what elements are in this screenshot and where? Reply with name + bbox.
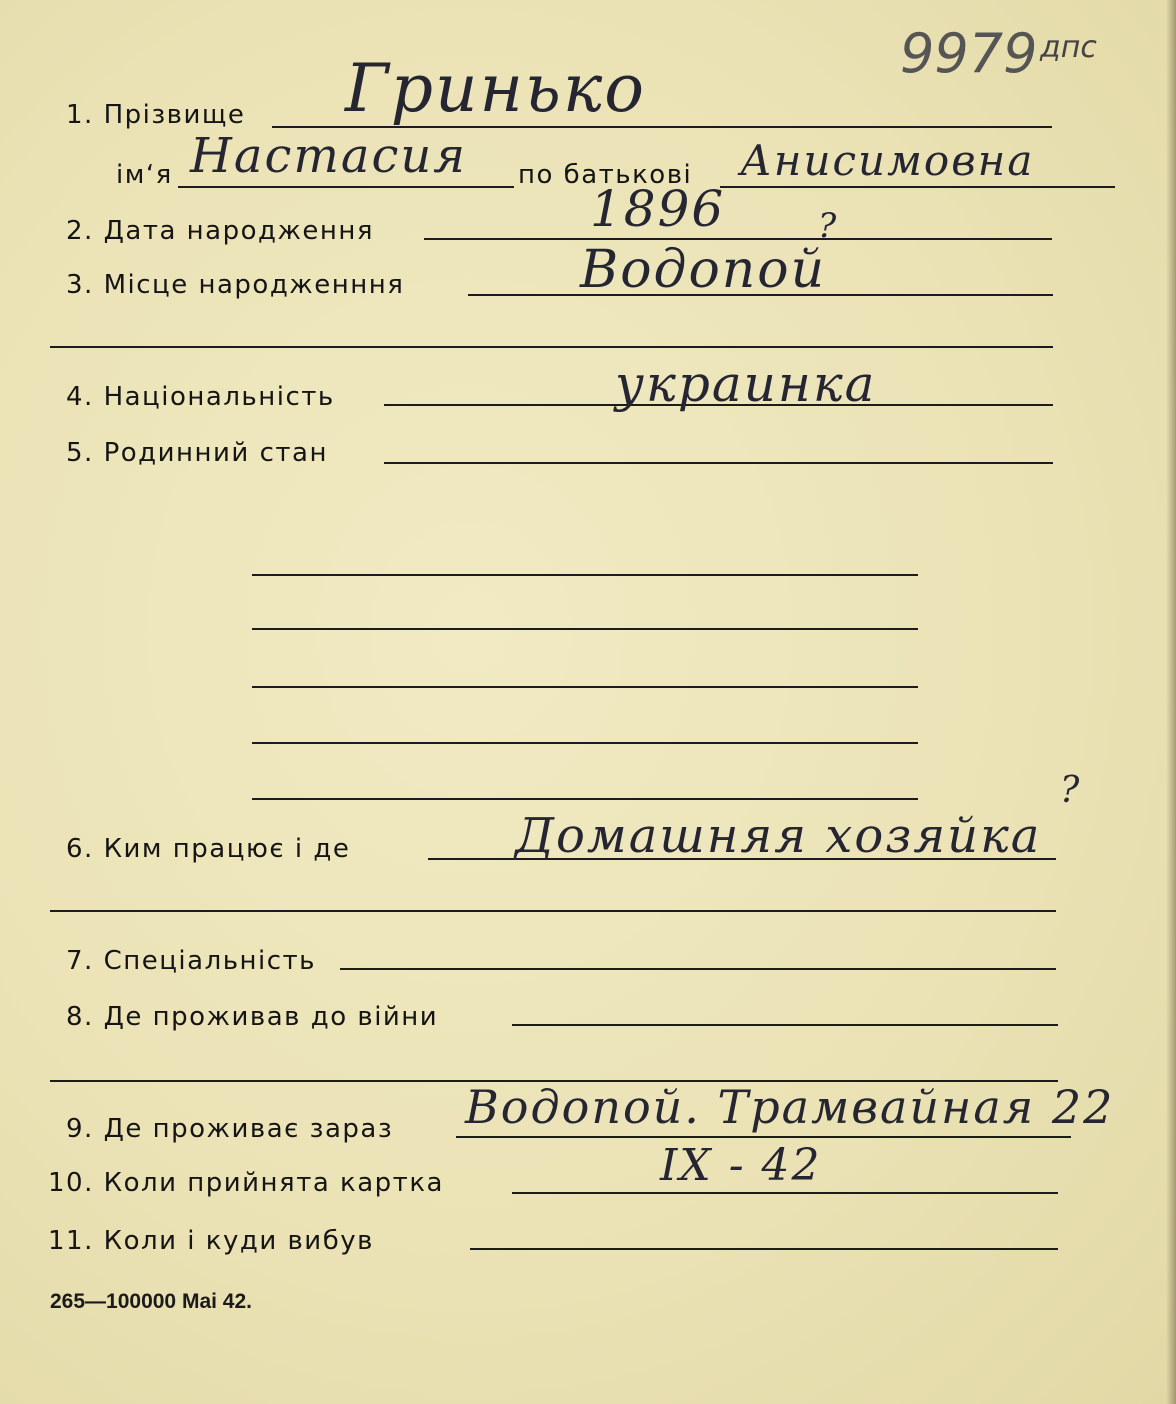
card-edge-shadow	[1166, 0, 1176, 1404]
field-prewar-residence-label: 8. Де проживав до війни	[66, 1002, 439, 1032]
field-current-residence-value: Водопой. Трамвайная 22	[465, 1080, 1115, 1134]
field-birthdate-note: ?	[818, 206, 839, 246]
field-patronymic-value: Анисимовна	[740, 136, 1035, 185]
field-departed-label: 11. Коли і куди вибув	[48, 1226, 374, 1256]
field-current-residence-label: 9. Де проживає зараз	[66, 1114, 394, 1144]
field-current-residence-line	[456, 1136, 1071, 1138]
print-mark: 265—100000 Mai 42.	[50, 1290, 252, 1313]
field-occupation-note: ?	[1060, 770, 1082, 811]
archive-note: дпс	[1040, 30, 1097, 65]
field-marital-line	[384, 462, 1053, 464]
field-birthplace-value: Водопой	[580, 240, 827, 300]
field-name-value: Настасия	[190, 128, 468, 184]
child-4-line	[252, 742, 918, 744]
field-birthplace-extra-line	[50, 346, 1053, 348]
child-1-line	[252, 574, 918, 576]
field-occupation-label: 6. Ким працює і де	[66, 834, 351, 864]
field-nationality-label: 4. Національність	[66, 382, 335, 412]
field-name-label: ім‘я	[116, 160, 173, 190]
child-2-line	[252, 628, 918, 630]
field-patronymic-label: по батькові	[518, 160, 693, 190]
field-birthplace-label: 3. Місце народженння	[66, 270, 405, 300]
field-patronymic-line	[720, 186, 1115, 188]
archive-number: 9979	[900, 22, 1038, 85]
field-name-line	[178, 186, 514, 188]
child-3-line	[252, 686, 918, 688]
field-surname-value: Гринько	[345, 50, 647, 127]
field-birthdate-label: 2. Дата народження	[66, 216, 375, 246]
field-departed-line	[470, 1248, 1058, 1250]
field-specialty-label: 7. Спеціальність	[66, 946, 317, 976]
field-specialty-line	[340, 968, 1056, 970]
field-card-accepted-value: IX - 42	[660, 1140, 822, 1191]
field-prewar-residence-line	[512, 1024, 1058, 1026]
field-occupation-extra-line	[50, 910, 1056, 912]
child-5-line	[252, 798, 918, 800]
field-marital-label: 5. Родинний стан	[66, 438, 328, 468]
field-card-accepted-label: 10. Коли прийнята картка	[48, 1168, 444, 1198]
field-surname-label: 1. Прізвище	[66, 100, 246, 130]
field-card-accepted-line	[512, 1192, 1058, 1194]
field-birthdate-value: 1896	[590, 180, 726, 238]
field-nationality-value: украинка	[615, 355, 877, 413]
field-occupation-value: Домашняя хозяйка	[515, 808, 1042, 864]
